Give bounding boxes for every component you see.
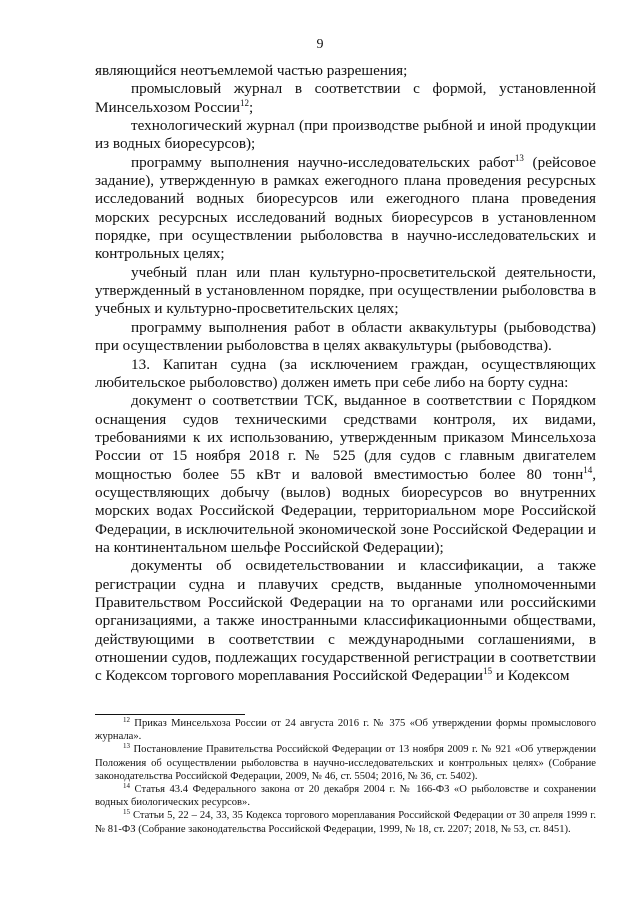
paragraph: 13. Капитан судна (за исключением граждан, осуществляющих любительское рыболовство) должен иметь при себе либо на борту судна: [95,355,596,391]
footnote-ref[interactable]: 12 [239,97,249,108]
paragraph: являющийся неотъемлемой частью разрешения; [95,62,408,79]
footnote-ref[interactable]: 15 [483,666,493,677]
footnote: $^{14}$ Статья 43.4 Федерального закона от 20 декабря 2004 г. № 166-ФЗ «О рыболовстве и сохранении водных биологических ресурсов». [95,782,596,809]
paragraph: документы об освидетельствовании и классификации, а также регистрации судна и плавучих средств, выданные уполномоченными Правительством Российской Федерации на то органами или российскими организациями, а также иностранными классификационными обществами, действующими в соответствии с международными соглашениями, в отношении судов, подлежащих государственной регистрации в соответствии с Кодексом торгового мореплавания Российской Федерации$^{15}$ и Кодексом [95,557,596,685]
footnote-number: 15 [123,808,130,817]
footnote-ref[interactable]: 14 [583,464,593,475]
paragraph: учебный план или план культурно-просветительской деятельности, утвержденный в установленном порядке, при осуществлении рыболовства в учебных и культурно-просветительских целях; [95,263,596,318]
footnote-number: 13 [123,742,130,751]
footnote-ref[interactable]: 13 [514,152,524,163]
paragraph: промысловый журнал в соответствии с формой, установленной Минсельхозом России$^{12}$; [95,80,596,116]
paragraph: документ о соответствии ТСК, выданное в соответствии с Порядком оснащения судов техническими средствами контроля, их видами, требованиями к их использованию, утвержденным приказом Минсельхоза России от 15 ноября 2018 г. № 525 (для судов с главным двигателем мощностью более 55 кВт и валовой вместимостью более 80 тонн$^{14}$, осуществляющих добычу (вылов) водных биоресурсов во внутренних морских водах Российской Федерации, территориальном море Российской Федерации, в исключительной экономической зоне Российской Федерации и на континентальном шельфе Российской Федерации); [95,392,596,556]
paragraph: программу выполнения работ в области аквакультуры (рыбоводства) при осуществлении рыболовства в целях аквакультуры (рыбоводства). [95,318,596,355]
footnotes [95,717,596,836]
page-number: 9 [316,37,324,52]
footnote: $^{15}$ Статьи 5, 22 – 24, 33, 35 Кодекса торгового мореплавания Российской Федерации от 30 апреля 1999 г. № 81-ФЗ (Собрание законодательства Российской Федерации, 1999, № 18, ст. 2207; 2018, № 53, ст. 8451). [95,808,596,835]
footnote-separator [95,714,245,715]
footnote-number: 12 [123,716,130,724]
footnote: $^{12}$ Приказ Минсельхоза России от 24 августа 2016 г. № 375 «Об утверждении формы промыслового журнала». [95,716,596,743]
paragraph: технологический журнал (при производстве рыбной и иной продукции из водных биоресурсов); [95,117,596,153]
paragraph: программу выполнения научно-исследовательских работ$^{13}$ (рейсовое задание), утвержденную в рамках ежегодного плана проведения ресурсных исследований водных биоресурсов или ежегодного плана проведения морских ресурсных исследований водных биоресурсов в установленном порядке, при осуществлении рыболовства в научно-исследовательских и контрольных целях; [95,152,596,263]
footnote: $^{13}$ Постановление Правительства Российской Федерации от 13 ноября 2009 г. № 921 «Об утверждении Положения об осуществлении рыболовства в научно-исследовательских и контрольных целях» (Собрание законодательства Российской Федерации, 2009, № 46, ст. 5504; 2016, № 36, ст. 5402). [95,742,596,782]
footnote-number: 14 [123,782,130,791]
body-text [95,62,596,686]
